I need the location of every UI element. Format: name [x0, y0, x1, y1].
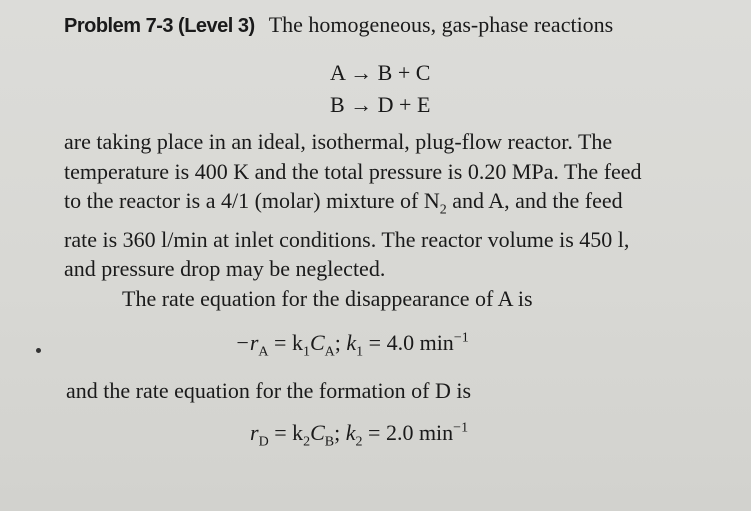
paragraph-line-4: rate is 360 l/min at inlet conditions. The reactor volume is 450 l,: [64, 226, 630, 252]
paragraph-line-3-a: to the reactor is a 4/1 (molar) mixture of N: [64, 188, 440, 213]
eq-d-k-name: k: [345, 420, 356, 445]
page-speck: [36, 348, 41, 353]
problem-label: Problem 7-3 (Level 3): [64, 15, 255, 37]
problem-paragraph: [64, 127, 736, 284]
eq-d-lhs: r: [250, 420, 259, 445]
rate-intro-a: The rate equation for the disappearance of A is: [122, 286, 533, 311]
paragraph-line-5: and pressure drop may be neglected.: [64, 256, 386, 282]
eq-a-sep: ;: [334, 330, 347, 355]
eq-a-k-name: k: [346, 330, 357, 355]
eq-a-k-name-sub: 1: [356, 344, 364, 360]
paragraph-line-2: temperature is 400 K and the total pressure is 0.20 MPa. The feed: [64, 158, 642, 184]
eq-d-eq: = k: [268, 420, 304, 445]
eq-d-sep: ;: [334, 420, 346, 445]
reaction-1: A → B + C: [330, 60, 431, 85]
eq-d-c-sub: B: [324, 434, 335, 450]
eq-a-k-unit-sup: −1: [453, 330, 469, 346]
rate-intro-d: and the rate equation for the formation of D is: [66, 378, 472, 403]
paragraph-line-3-sub: 2: [439, 202, 447, 218]
eq-a-k-value: = 4.0 min: [363, 330, 454, 355]
eq-a-eq: = k: [268, 330, 303, 355]
paragraph-line-1: are taking place in an ideal, isothermal, plug-flow reactor. The: [64, 129, 613, 154]
eq-d-k-unit-sup: −1: [453, 420, 469, 436]
eq-a-c: C: [309, 330, 325, 355]
eq-a-c-sub: A: [324, 344, 335, 360]
eq-d-k-name-sub: 2: [355, 434, 363, 450]
rate-equation-a: [235, 330, 469, 360]
paragraph-line-3: [64, 186, 736, 225]
eq-a-lhs: −r: [235, 330, 259, 355]
eq-a-k-sub: 1: [302, 344, 310, 360]
problem-heading: [64, 12, 613, 38]
eq-d-k-value: = 2.0 min: [362, 420, 454, 445]
problem-intro: The homogeneous, gas-phase reactions: [268, 12, 614, 37]
reaction-2: B → D + E: [330, 92, 431, 117]
eq-d-c: C: [310, 420, 325, 445]
eq-a-lhs-sub: A: [258, 344, 269, 360]
eq-d-lhs-sub: D: [258, 434, 269, 450]
paragraph-line-3-b: and A, and the feed: [446, 188, 623, 213]
eq-d-k-sub: 2: [303, 434, 311, 450]
rate-equation-d: [250, 420, 468, 450]
